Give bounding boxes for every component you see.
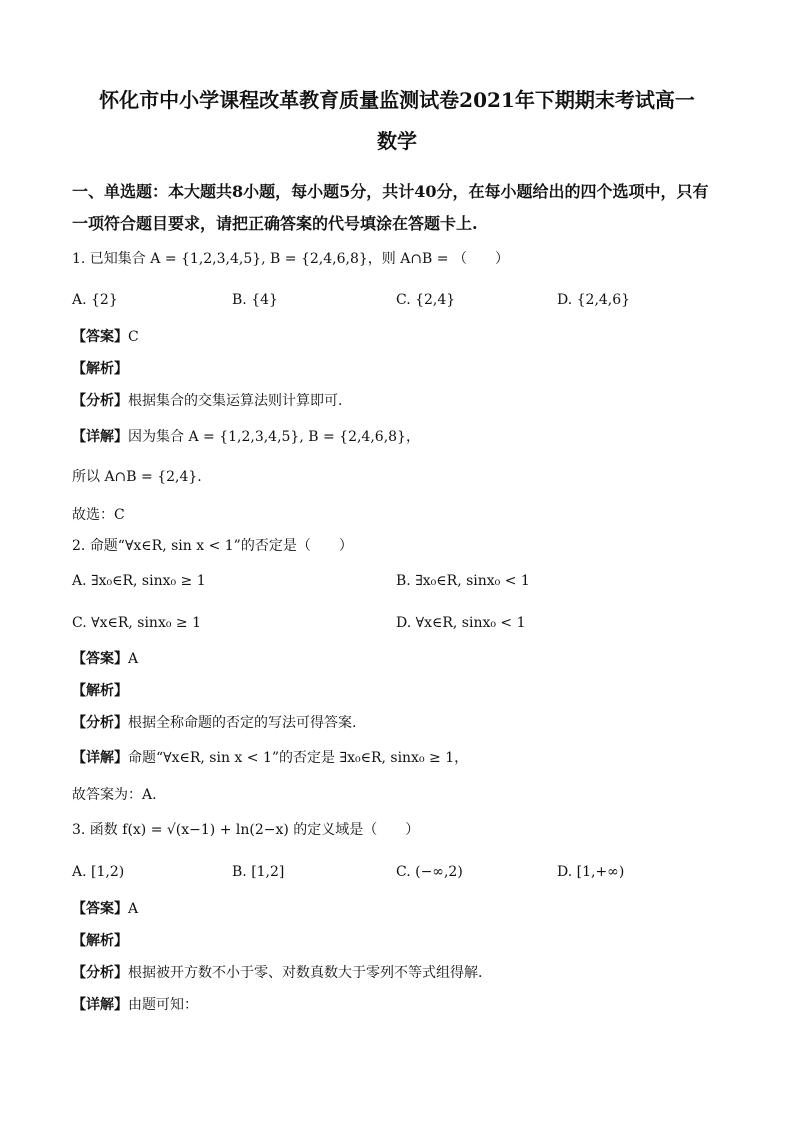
exam-title: 怀化市中小学课程改革教育质量监测试卷2021年下期期末考试高一 [99, 88, 695, 112]
q1-conclusion: 故选：C [72, 507, 125, 523]
q2-option-d: D. ∀x∈R, sinx₀ < 1 [396, 615, 526, 631]
q1-xiangjie [72, 427, 420, 447]
fenxi-text: 根据被开方数不小于零、对数真数大于零列不等式组得解. [128, 965, 483, 981]
q2-fenxi [72, 713, 356, 733]
answer-value: A [128, 901, 139, 917]
q3-stem: 3. 函数 f(x) = √(x−1) + ln(2−x) 的定义域是（ ） [72, 822, 420, 838]
q2-option-c: C. ∀x∈R, sinx₀ ≥ 1 [72, 615, 201, 631]
q2-answer [72, 649, 138, 669]
xiangjie-tag: 【详解】 [72, 750, 128, 766]
q2-option-a: A. ∃x₀∈R, sinx₀ ≥ 1 [72, 573, 206, 589]
fenxi-tag: 【分析】 [72, 715, 128, 731]
q1-fenxi [72, 391, 342, 411]
xiangjie-text: 因为集合 A = {1,2,3,4,5}, B = {2,4,6,8}， [128, 429, 420, 445]
q2-jiexi: 【解析】 [72, 683, 128, 699]
fenxi-text: 根据集合的交集运算法则计算即可. [128, 393, 343, 409]
subject-title: 数学 [377, 129, 417, 153]
q1-result: 所以 A∩B = {2,4}. [72, 469, 202, 485]
q3-option-d: D. [1,+∞) [557, 864, 625, 880]
q1-option-d: D. {2,4,6} [557, 292, 631, 308]
q2-stem: 2. 命题“∀x∈R, sin x < 1”的否定是（ ） [72, 538, 353, 554]
q3-jiexi: 【解析】 [72, 933, 128, 949]
fenxi-text: 根据全称命题的否定的写法可得答案. [128, 715, 357, 731]
answer-value: A [128, 651, 139, 667]
fenxi-tag: 【分析】 [72, 965, 128, 981]
q1-option-b: B. {4} [232, 292, 278, 308]
answer-tag: 【答案】 [72, 651, 128, 667]
xiangjie-tag: 【详解】 [72, 997, 128, 1013]
q3-option-b: B. [1,2] [232, 864, 285, 880]
answer-tag: 【答案】 [72, 901, 128, 917]
answer-value: C [128, 329, 139, 345]
q2-conclusion: 故答案为：A. [72, 787, 157, 803]
section-heading: 一、单选题：本大题共8小题，每小题5分，共计40分，在每小题给出的四个选项中，只有一项符合题目要求，请把正确答案的代号填涂在答题卡上. [72, 182, 709, 233]
q3-option-a: A. [1,2) [72, 864, 125, 880]
q3-answer [72, 899, 138, 919]
q2-xiangjie [72, 748, 468, 768]
q3-option-c: C. (−∞,2) [396, 864, 463, 880]
q1-option-a: A. {2} [72, 292, 118, 308]
q3-xiangjie [72, 995, 198, 1015]
q1-answer [72, 327, 139, 347]
q1-jiexi: 【解析】 [72, 361, 128, 377]
q3-fenxi [72, 963, 482, 983]
fenxi-tag: 【分析】 [72, 393, 128, 409]
xiangjie-tag: 【详解】 [72, 429, 128, 445]
xiangjie-text: 由题可知： [128, 997, 198, 1013]
xiangjie-text: 命题“∀x∈R, sin x < 1”的否定是 ∃x₀∈R, sinx₀ ≥ 1， [128, 750, 469, 766]
answer-tag: 【答案】 [72, 329, 128, 345]
q2-option-b: B. ∃x₀∈R, sinx₀ < 1 [396, 573, 530, 589]
q1-stem: 1. 已知集合 A = {1,2,3,4,5}, B = {2,4,6,8}，则 A∩B = （ ） [72, 251, 509, 267]
q1-option-c: C. {2,4} [396, 292, 456, 308]
